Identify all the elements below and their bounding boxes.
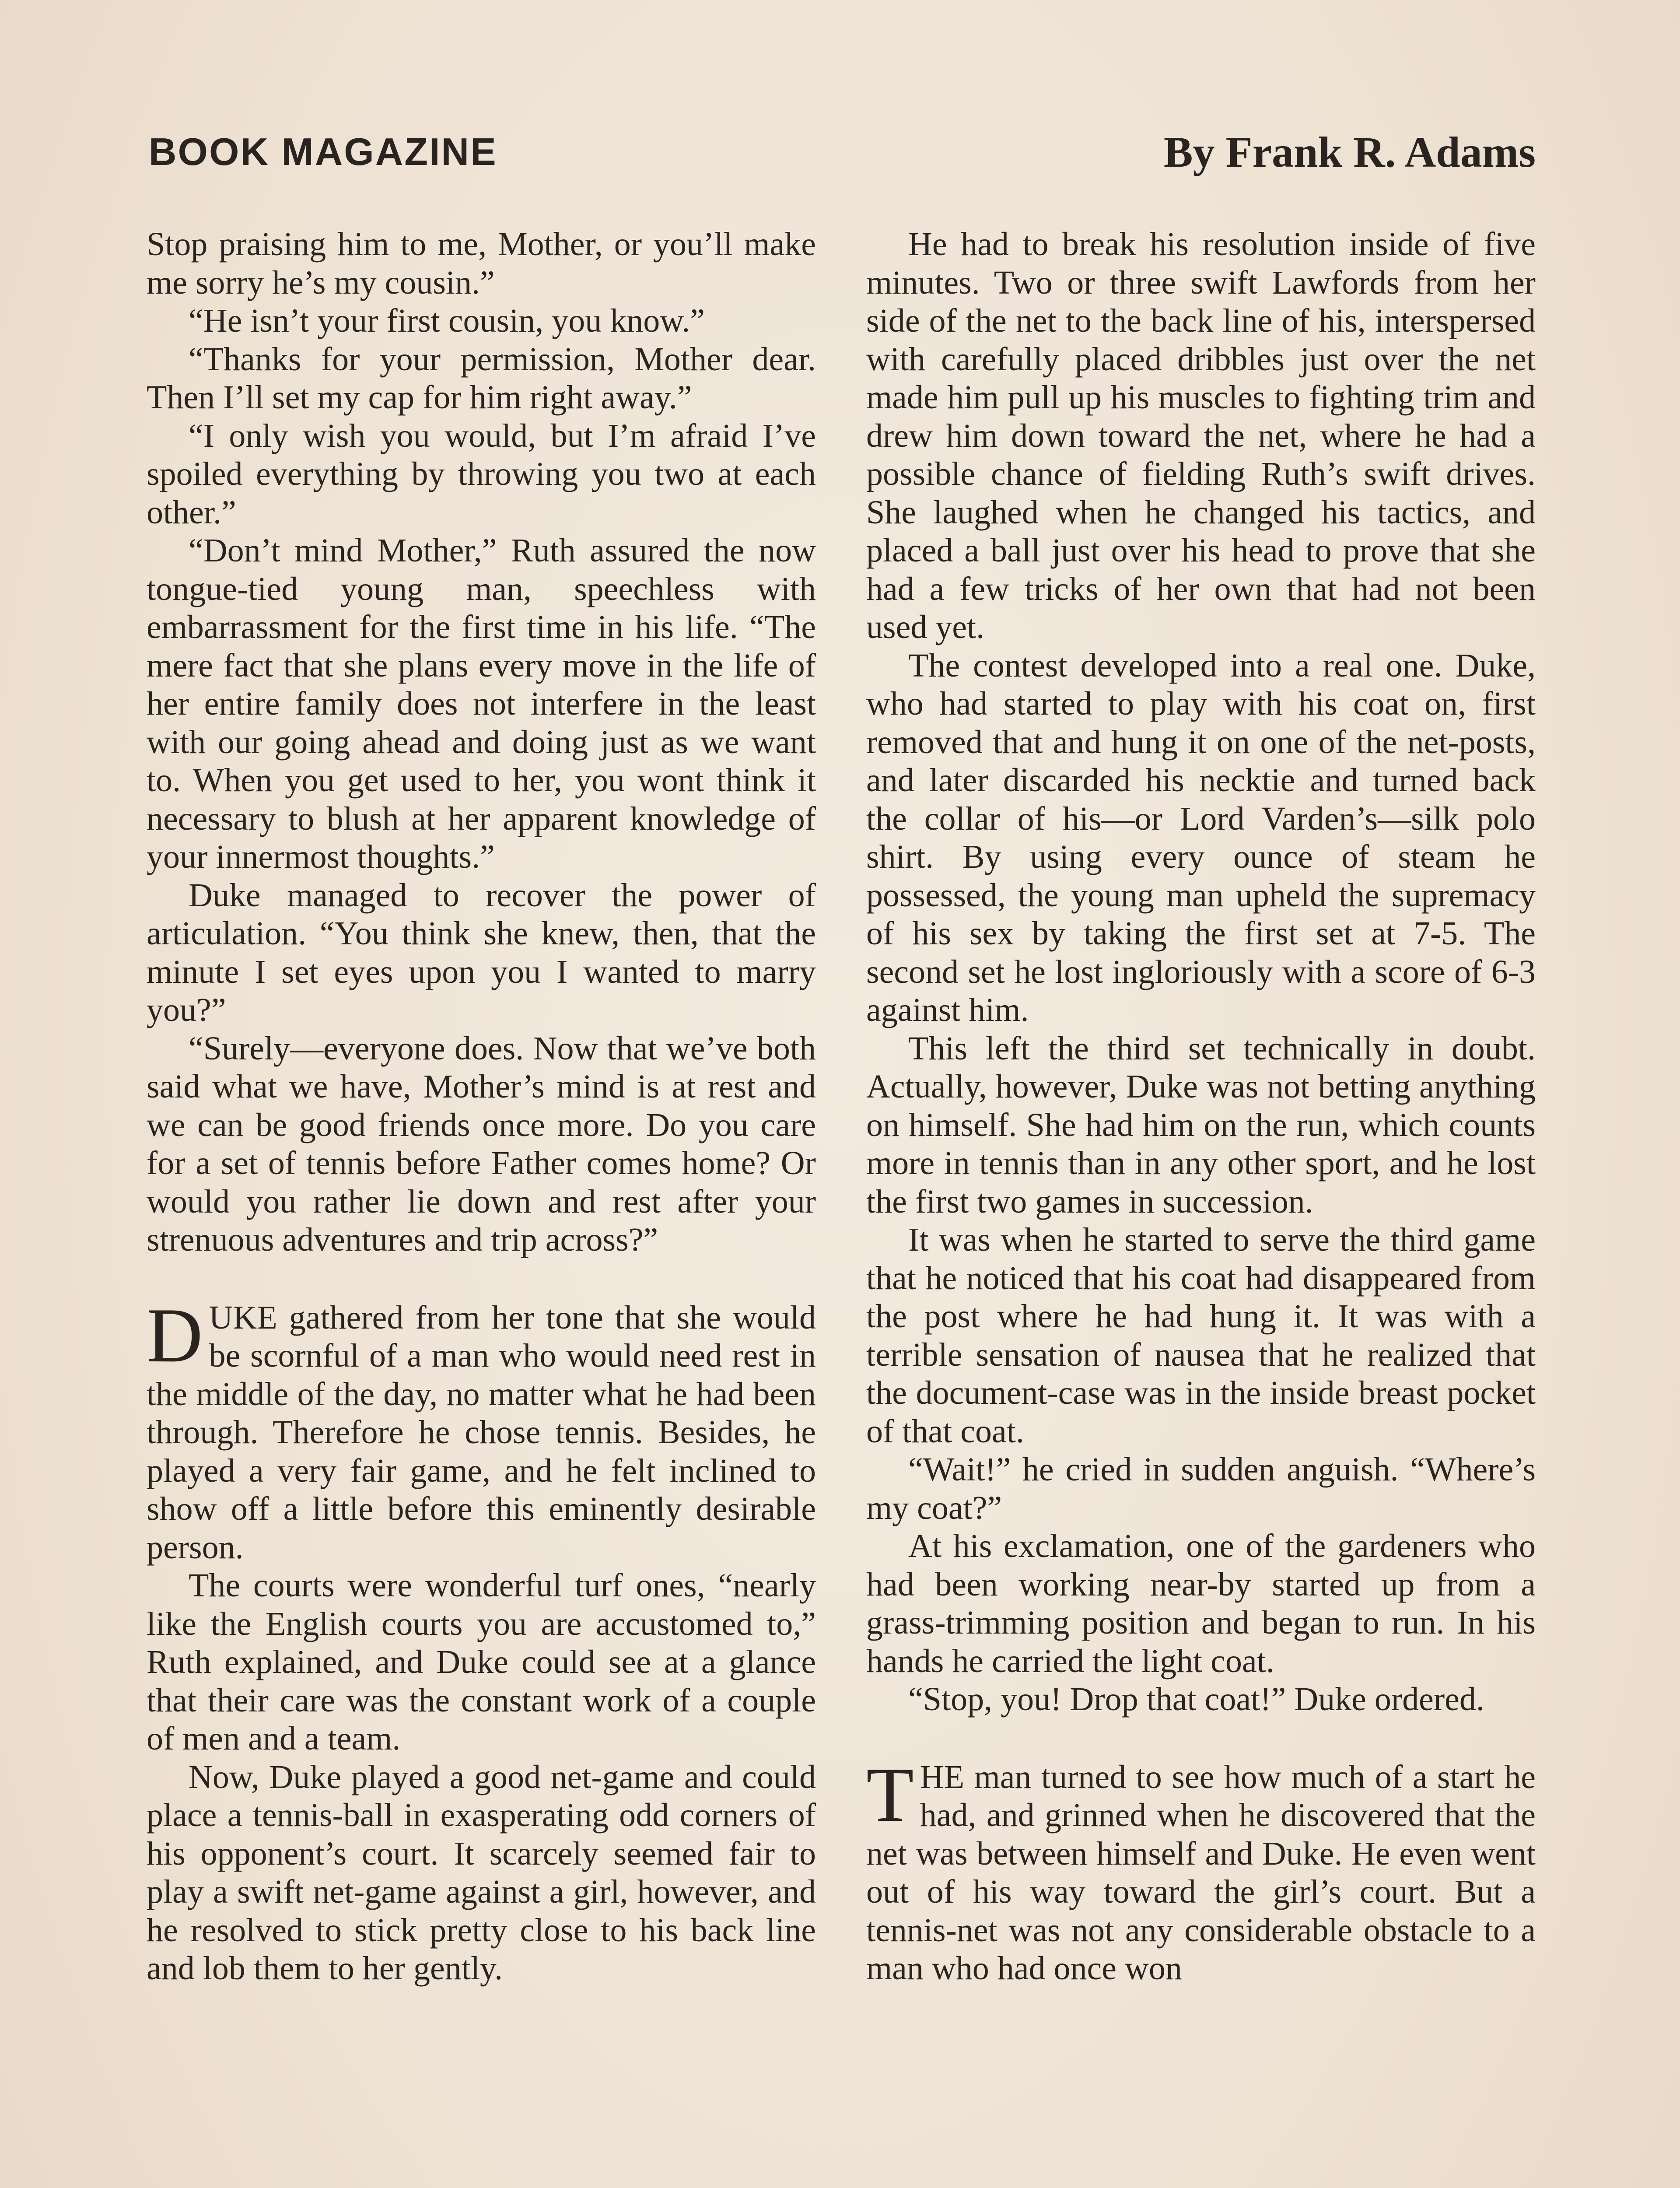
- paragraph: [866, 1680, 1536, 1719]
- paragraph-text: Stop praising him to me, Mother, or you’ll make me sorry he’s my cousin.”: [147, 226, 816, 301]
- paragraph: [866, 1751, 1536, 1988]
- paragraph: [147, 532, 816, 877]
- paragraph-text: Now, Duke played a good net-game and could place a tennis-ball in exasperating odd corners of his opponent’s court. It scarcely seemed fair to play a swift net-game against a girl, however, and he resolved to stick pretty close to his back line and lob them to her gently.: [147, 1758, 816, 1987]
- paragraph-text: HE man turned to see how much of a start he had, and grinned when he discovered that the net was between himself and Duke. He even went out of his way toward the girl’s court. But a tennis-net was not any considerable obstacle to a man who had once won: [866, 1758, 1536, 1987]
- paragraph-text: “Wait!” he cried in sudden anguish. “Where’s my coat?”: [866, 1451, 1536, 1526]
- paragraph-text: It was when he started to serve the third game that he noticed that his coat had disappeared from the post where he had hung it. It was with a terrible sensation of nausea that he realized that the document-case was in the inside breast pocket of that coat.: [866, 1221, 1536, 1450]
- paragraph-text: At his exclamation, one of the gardeners who had been working near-by started up from a grass-trimming position and began to run. In his hands he carried the light coat.: [866, 1528, 1536, 1680]
- paragraph-text: UKE gathered from her tone that she would be scornful of a man who would need rest in the middle of the day, no matter what he had been through. Therefore he chose tennis. Besides, he played a very fair game, and he felt inclined to show off a little before this eminently desirable person.: [147, 1299, 816, 1566]
- paragraph: [147, 225, 816, 302]
- paragraph: [866, 225, 1536, 647]
- paragraph: [147, 340, 816, 417]
- paragraph-text: “Stop, you! Drop that coat!” Duke ordered.: [908, 1681, 1484, 1718]
- paragraph-text: This left the third set technically in doubt. Actually, however, Duke was not betting anything on himself. She had him on the run, which counts more in tennis than in any other sport, and he lost the first two games in succession.: [866, 1030, 1536, 1220]
- paragraph: [147, 302, 816, 340]
- paragraph: [147, 1030, 816, 1259]
- paragraph-text: The courts were wonderful turf ones, “nearly like the English courts you are accustomed to,” Ruth explained, and Duke could see at a glance that their care was the constant work of a couple of men and a team.: [147, 1567, 816, 1757]
- running-head-magazine: BOOK MAGAZINE: [149, 130, 497, 173]
- paragraph: [147, 1567, 816, 1758]
- paragraph-text: The contest developed into a real one. Duke, who had started to play with his coat on, first removed that and hung it on one of the net-posts, and later discarded his necktie and turned back the collar of his—or Lord Varden’s—silk polo shirt. By using every ounce of steam he possessed, the young man upheld the supremacy of his sex by taking the first set at 7-5. The second set he lost ingloriously with a score of 6-3 against him.: [866, 647, 1536, 1028]
- text-column-left: [147, 225, 816, 2188]
- text-column-right: [866, 225, 1536, 2188]
- paragraph: [866, 647, 1536, 1030]
- paragraph-text: “Surely—everyone does. Now that we’ve both said what we have, Mother’s mind is at rest and we can be good friends once more. Do you care for a set of tennis before Father comes home? Or would you rather lie down and rest after your strenuous adventures and trip across?”: [147, 1030, 816, 1258]
- drop-cap: T: [866, 1751, 914, 1838]
- paragraph-text: “Thanks for your permission, Mother dear. Then I’ll set my cap for him right away.”: [147, 340, 816, 416]
- paragraph: [147, 417, 816, 532]
- drop-cap: D: [147, 1291, 203, 1378]
- paragraph: [866, 1527, 1536, 1680]
- paragraph-text: “He isn’t your first cousin, you know.”: [189, 302, 705, 339]
- paragraph-text: He had to break his resolution inside of five minutes. Two or three swift Lawfords from her side of the net to the back line of his, interspersed with carefully placed dribbles just over the net made him pull up his muscles to fighting trim and drew him down toward the net, where he had a possible chance of fielding Ruth’s swift drives. She laughed when he changed his tactics, and placed a ball just over his head to prove that she had a few tricks of her own that had not been used yet.: [866, 226, 1536, 645]
- paragraph: [866, 1451, 1536, 1527]
- paragraph-text: “Don’t mind Mother,” Ruth assured the now tongue-tied young man, speechless with embarrassment for the first time in his life. “The mere fact that she plans every move in the life of her entire family does not interfere in the least with our going ahead and doing just as we want to. When you get used to her, you wont think it necessary to blush at her apparent knowledge of your innermost thoughts.”: [147, 532, 816, 875]
- paragraph-text: “I only wish you would, but I’m afraid I’ve spoiled everything by throwing you two at each other.”: [147, 417, 816, 531]
- paragraph-text: Duke managed to recover the power of articulation. “You think she knew, then, that the minute I set eyes upon you I wanted to marry you?”: [147, 877, 816, 1028]
- paragraph: [866, 1030, 1536, 1221]
- paragraph: [866, 1221, 1536, 1451]
- running-head-author: By Frank R. Adams: [1163, 128, 1536, 176]
- paragraph: [147, 1758, 816, 1988]
- paragraph: [147, 1291, 816, 1567]
- paragraph: [147, 877, 816, 1030]
